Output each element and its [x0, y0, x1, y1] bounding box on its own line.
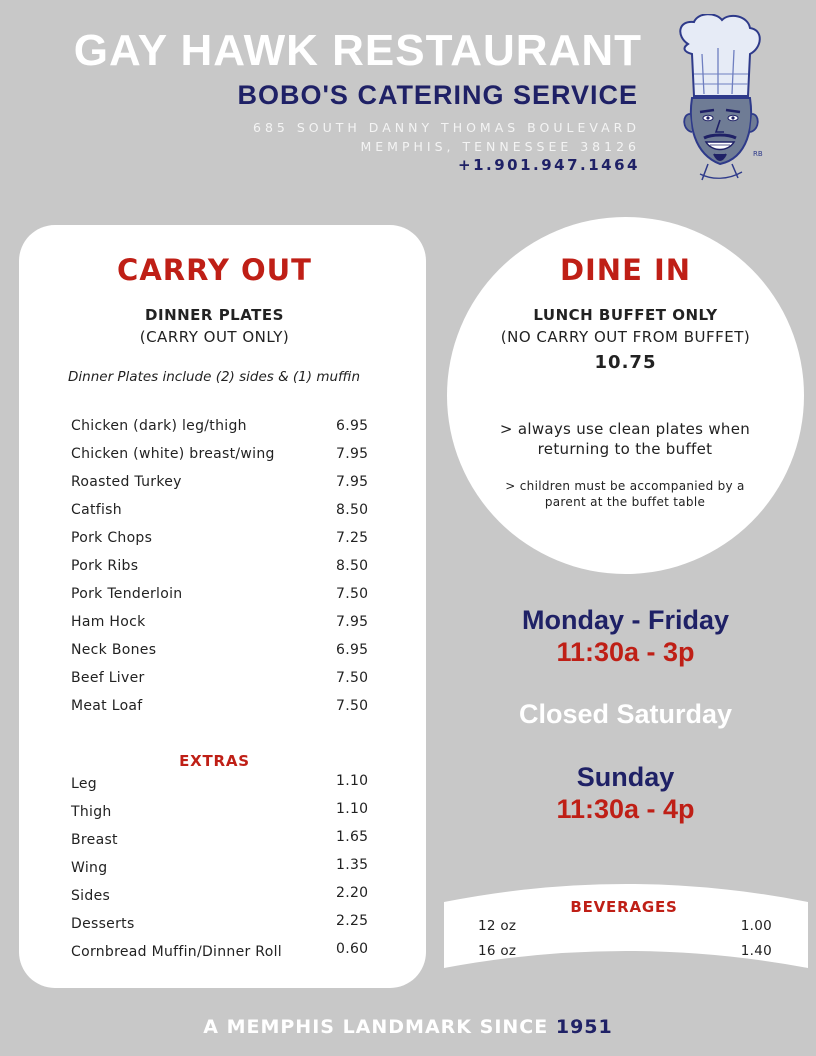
- extra-item-name: Sides: [71, 888, 111, 904]
- dinner-plates-list: [71, 412, 369, 720]
- menu-item-name: Chicken (white) breast/wing: [71, 446, 275, 462]
- menu-item-price: 6.95: [336, 642, 369, 658]
- menu-item: [71, 552, 369, 580]
- menu-item-name: Beef Liver: [71, 670, 145, 686]
- menu-item: [71, 692, 369, 720]
- extra-item: [71, 770, 369, 798]
- menu-item-price: 7.50: [336, 670, 369, 686]
- menu-item-price: 7.95: [336, 614, 369, 630]
- buffet-price: 10.75: [594, 352, 657, 373]
- menu-item: [71, 468, 369, 496]
- extra-item-name: Wing: [71, 860, 108, 876]
- svg-text:RB: RB: [753, 150, 763, 158]
- extra-item: [71, 882, 369, 910]
- beverage-row: [478, 918, 772, 934]
- menu-item-name: Ham Hock: [71, 614, 146, 630]
- menu-item-price: 6.95: [336, 418, 369, 434]
- extra-item-name: Desserts: [71, 916, 135, 932]
- menu-item-name: Catfish: [71, 502, 122, 518]
- sunday-hours: 11:30a - 4p: [556, 794, 695, 824]
- extra-item: [71, 854, 369, 882]
- catering-subtitle: BOBO'S CATERING SERVICE: [237, 80, 638, 110]
- extra-item-price: 1.10: [336, 773, 369, 789]
- extras-heading: EXTRAS: [179, 752, 250, 770]
- menu-item-name: Roasted Turkey: [71, 474, 182, 490]
- sunday-label: Sunday: [576, 762, 675, 792]
- extra-item-price: 1.65: [336, 829, 369, 845]
- chef-portrait-icon: [672, 14, 768, 182]
- footer-tagline: [0, 1016, 816, 1038]
- extra-item-price: 1.10: [336, 801, 369, 817]
- footer-text: A MEMPHIS LANDMARK SINCE: [203, 1016, 549, 1038]
- menu-item-name: Neck Bones: [71, 642, 157, 658]
- restaurant-title: GAY HAWK RESTAURANT: [73, 26, 642, 75]
- beverage-price: 1.00: [740, 918, 772, 934]
- footer-year: 1951: [555, 1016, 613, 1038]
- menu-item-name: Pork Ribs: [71, 558, 139, 574]
- dinner-plates-heading: DINNER PLATES: [145, 306, 284, 324]
- menu-item-name: Chicken (dark) leg/thigh: [71, 418, 247, 434]
- extra-item-name: Leg: [71, 776, 97, 792]
- menu-item: [71, 496, 369, 524]
- menu-item-price: 7.95: [336, 474, 369, 490]
- menu-item-price: 7.95: [336, 446, 369, 462]
- extra-item: [71, 910, 369, 938]
- extra-item-price: 2.20: [336, 885, 369, 901]
- extra-item: [71, 826, 369, 854]
- menu-item: [71, 636, 369, 664]
- beverage-price: 1.40: [740, 943, 772, 959]
- buffet-rule-clean-plates: > always use clean plates when returning to the buffet: [499, 420, 751, 458]
- buffet-rule-children: > children must be accompanied by a parent at the buffet table: [505, 479, 745, 509]
- weekday-hours: 11:30a - 3p: [556, 637, 695, 667]
- menu-item-price: 7.50: [336, 698, 369, 714]
- beverage-row: [478, 943, 772, 959]
- extra-item: [71, 798, 369, 826]
- menu-item: [71, 664, 369, 692]
- extra-item-name: Cornbread Muffin/Dinner Roll: [71, 944, 282, 960]
- menu-item-name: Pork Tenderloin: [71, 586, 183, 602]
- address-line-2: MEMPHIS, TENNESSEE 38126: [360, 139, 640, 154]
- no-carry-out-note: (NO CARRY OUT FROM BUFFET): [500, 328, 751, 346]
- beverage-size: 16 oz: [478, 943, 517, 959]
- menu-item: [71, 608, 369, 636]
- menu-item: [71, 580, 369, 608]
- beverages-heading: BEVERAGES: [570, 898, 678, 916]
- menu-item-name: Meat Loaf: [71, 698, 143, 714]
- extra-item-name: Breast: [71, 832, 118, 848]
- menu-item-price: 8.50: [336, 502, 369, 518]
- weekday-label: Monday - Friday: [521, 605, 730, 635]
- extra-item-price: 2.25: [336, 913, 369, 929]
- extra-item-price: 0.60: [336, 941, 369, 957]
- beverage-size: 12 oz: [478, 918, 517, 934]
- menu-item: [71, 412, 369, 440]
- saturday-closed: Closed Saturday: [518, 699, 733, 729]
- carry-out-title: CARRY OUT: [117, 253, 312, 287]
- dine-in-title: DINE IN: [559, 253, 692, 287]
- extra-item: [71, 938, 369, 966]
- menu-item-price: 7.25: [336, 530, 369, 546]
- extra-item-price: 1.35: [336, 857, 369, 873]
- menu-item: [71, 440, 369, 468]
- carry-out-only-note: (CARRY OUT ONLY): [139, 328, 290, 346]
- dinner-plates-note: Dinner Plates include (2) sides & (1) muffin: [68, 369, 361, 385]
- address-line-1: 685 SOUTH DANNY THOMAS BOULEVARD: [253, 120, 640, 135]
- menu-item-price: 7.50: [336, 586, 369, 602]
- menu-item-price: 8.50: [336, 558, 369, 574]
- lunch-buffet-heading: LUNCH BUFFET ONLY: [533, 306, 718, 324]
- phone-number: +1.901.947.1464: [458, 156, 640, 174]
- extras-list: [71, 770, 369, 966]
- menu-item-name: Pork Chops: [71, 530, 153, 546]
- menu-item: [71, 524, 369, 552]
- extra-item-name: Thigh: [71, 804, 112, 820]
